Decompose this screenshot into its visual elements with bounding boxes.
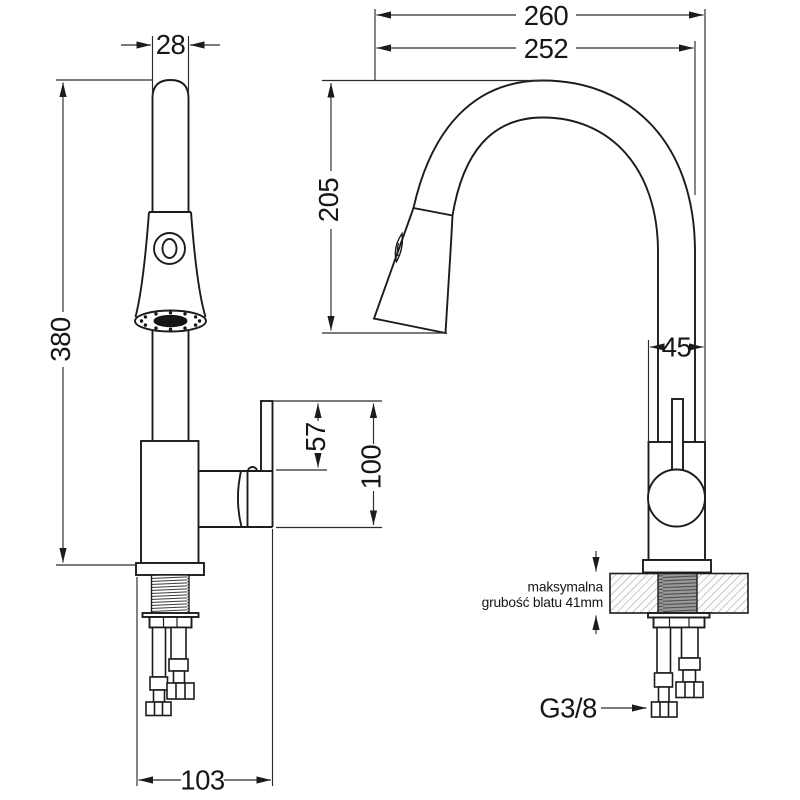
front-supply-hoses (146, 628, 194, 716)
countertop-thread-column (658, 574, 697, 614)
dim-28-label: 28 (155, 29, 186, 60)
front-body (141, 441, 199, 563)
dim-205-label: 205 (313, 177, 344, 223)
front-dimensions (45, 29, 387, 796)
annotations (482, 580, 604, 724)
front-head-button-inner (163, 239, 177, 258)
side-ball-joint (648, 470, 705, 527)
front-spout-pipe (153, 80, 189, 212)
dim-252-label: 252 (523, 33, 569, 64)
dim-45-label: 45 (661, 331, 692, 363)
counter-thickness-note-line1: maksymalna (527, 579, 603, 595)
side-spout-outer (414, 81, 696, 443)
counter-thickness-note-line2: grubość blatu 41mm (481, 595, 603, 610)
side-view (374, 81, 748, 718)
side-supply-hoses (652, 628, 704, 718)
dim-380-label: 380 (45, 317, 76, 362)
front-view (135, 80, 273, 716)
dim-103-label: 103 (180, 764, 225, 796)
front-mounting-nut (150, 617, 192, 628)
side-spout-inner (453, 118, 659, 443)
front-head-left-side (136, 212, 150, 317)
front-head-button-outer (154, 233, 185, 264)
thread-size-label: G3/8 (539, 692, 597, 724)
front-branch-collar (238, 471, 241, 527)
front-mounting-thread (152, 575, 190, 613)
dim-57-label: 57 (300, 422, 331, 452)
side-base-flange (643, 560, 711, 573)
front-aerator-outlet (155, 316, 187, 326)
front-base-flange (136, 563, 204, 575)
dim-260-label: 260 (523, 0, 569, 31)
front-handle-lever (261, 401, 273, 471)
side-spray-head (374, 208, 453, 333)
side-mounting-nut (654, 618, 705, 628)
side-handle-lever (672, 399, 683, 472)
front-head-right-side (191, 212, 206, 317)
dim-100-label: 100 (355, 444, 387, 490)
